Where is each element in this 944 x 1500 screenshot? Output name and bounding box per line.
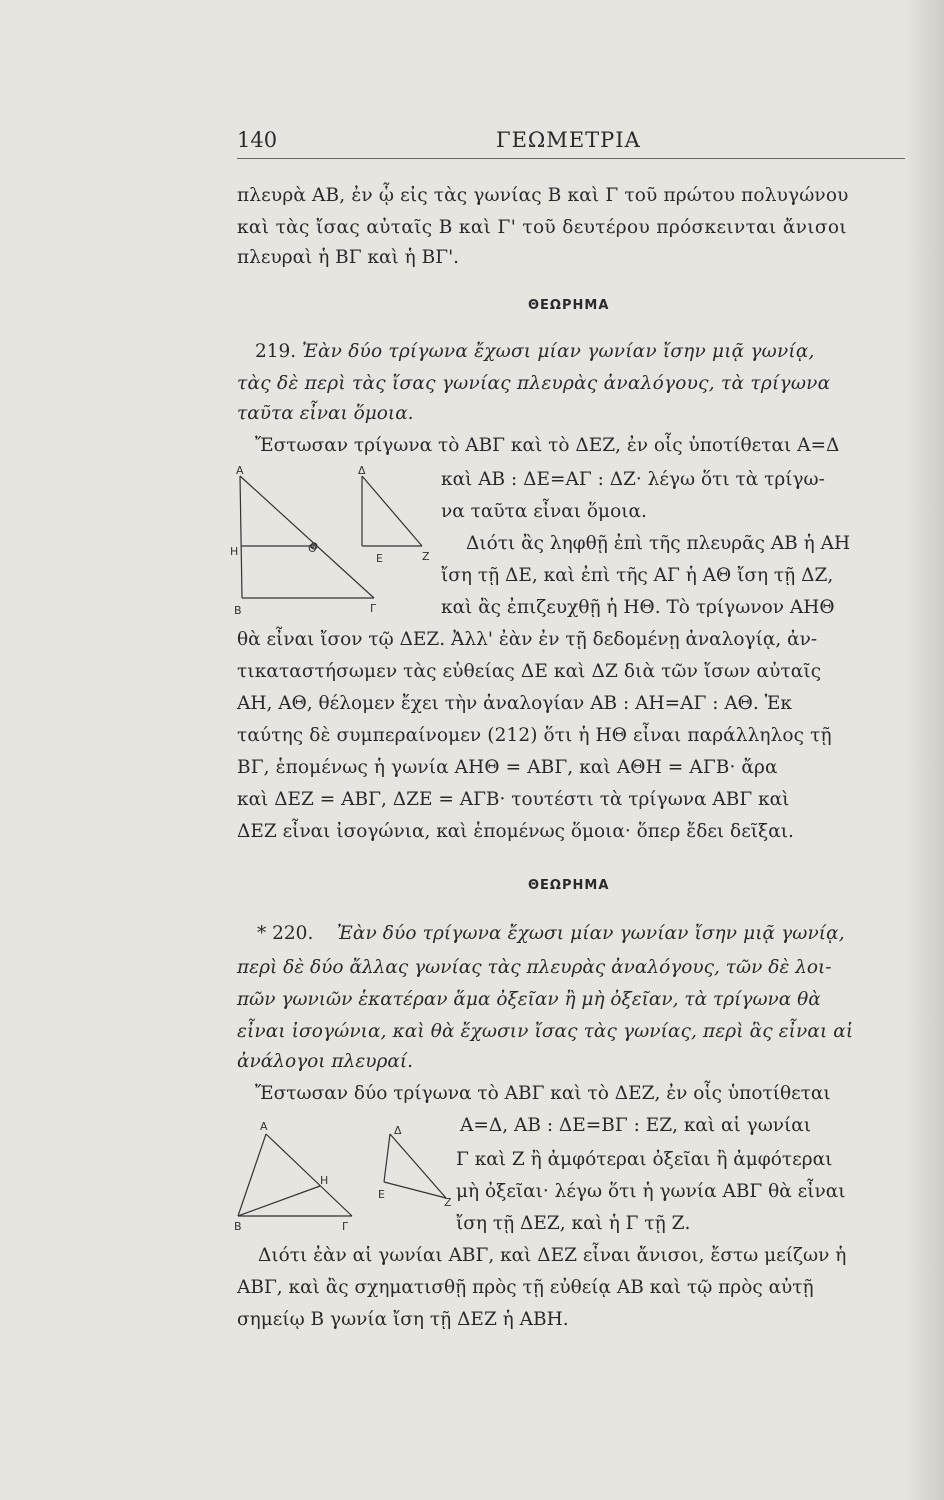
proof-line-4: μὴ ὀξεῖαι· λέγω ὅτι ἡ γωνία ΑΒΓ θὰ εἶναι <box>456 1181 846 1202</box>
label-z: Ζ <box>444 1196 452 1209</box>
theorem-statement-line-2: τὰς δὲ περὶ τὰς ἴσας γωνίας πλευρὰς ἀναλόγους, τὰ τρίγωνα <box>237 373 831 394</box>
segment-dz <box>362 476 422 546</box>
label-b: Β <box>234 1220 242 1233</box>
proof-line-2: καὶ ΑΒ : ΔΕ=ΑΓ : ΔΖ· λέγω ὅτι τὰ τρίγω- <box>441 469 825 490</box>
label-theta: Θ <box>308 542 317 555</box>
proof-line-3: να ταῦτα εἶναι ὅμοια. <box>441 501 647 522</box>
theorem-statement-line-4: εἶναι ἰσογώνια, καὶ θὰ ἔχωσιν ἴσας τὰς γωνίας, περὶ ἃς εἶναι αἱ <box>237 1021 854 1042</box>
theorem-number: 219. <box>255 341 297 362</box>
header-rule <box>237 158 905 159</box>
proof-line-9: ΑΗ, ΑΘ, θέλομεν ἔχει τὴν ἀναλογίαν ΑΒ : ΑΗ=ΑΓ : ΑΘ. Ἐκ <box>237 693 792 714</box>
theorem-statement-line-3: πῶν γωνιῶν ἑκατέραν ἅμα ὀξεῖαν ἢ μὴ ὀξεῖαν, τὰ τρίγωνα θὰ <box>237 989 821 1010</box>
label-e: Ε <box>378 1188 385 1201</box>
proof-line-8: σημείῳ Β γωνία ἴση τῇ ΔΕΖ ἡ ΑΒΗ. <box>237 1309 569 1330</box>
label-g: Γ <box>370 602 377 615</box>
segment-ez <box>384 1182 446 1198</box>
intro-line-3: πλευραὶ ἡ ΒΓ καὶ ἡ ΒΓ'. <box>237 247 460 268</box>
proof-line-5: ἴση τῇ ΔΕ, καὶ ἐπὶ τῆς ΑΓ ἡ ΑΘ ἴση τῇ ΔΖ, <box>441 565 834 586</box>
proof-line-13: ΔΕΖ εἶναι ἰσογώνια, καὶ ἑπομένως ὅμοια· ὅπερ ἔδει δεῖξαι. <box>237 821 794 842</box>
proof-line-10: ταύτης δὲ συμπεραίνομεν (212) ὅτι ἡ ΗΘ εἶναι παράλληλος τῇ <box>237 725 832 746</box>
segment-ag <box>266 1134 352 1216</box>
running-title: ΓΕΩΜΕΤΡΙΑ <box>496 128 641 152</box>
proof-line-5: ἴση τῇ ΔΕΖ, καὶ ἡ Γ τῇ Ζ. <box>456 1213 691 1234</box>
proof-line-11: ΒΓ, ἑπομένως ἡ γωνία ΑΗΘ = ΑΒΓ, καὶ ΑΘΗ = ΑΓΒ· ἄρα <box>237 757 778 778</box>
proof-line-7: ΑΒΓ, καὶ ἂς σχηματισθῇ πρὸς τῇ εὐθείᾳ ΑΒ καὶ τῷ πρὸς αὐτῇ <box>237 1277 814 1298</box>
theorem-heading: ΘΕΩΡΗΜΑ <box>528 878 610 893</box>
intro-line-1: πλευρὰ ΑΒ, ἐν ᾧ εἰς τὰς γωνίας Β καὶ Γ τοῦ πρώτου πολυγώνου <box>237 185 849 206</box>
theorem-statement-line-3: ταῦτα εἶναι ὅμοια. <box>237 403 414 424</box>
figure-219 <box>230 462 434 622</box>
label-a: Α <box>236 464 244 477</box>
segment-ag <box>240 476 374 598</box>
proof-line-12: καὶ ΔΕΖ = ΑΒΓ, ΔΖΕ = ΑΓΒ· τουτέστι τὰ τρίγωνα ΑΒΓ καὶ <box>237 789 790 810</box>
label-d: Δ <box>394 1124 402 1137</box>
label-d: Δ <box>358 464 366 477</box>
theorem-statement-line-1: Ἐὰν δύο τρίγωνα ἔχωσι μίαν γωνίαν ἴσην μιᾷ γωνίᾳ, <box>302 341 815 362</box>
intro-line-2: καὶ τὰς ἴσας αὐταῖς Β καὶ Γ' τοῦ δευτέρου πρόσκεινται ἄνισοι <box>237 217 847 238</box>
theorem-statement-line-5: ἀνάλογοι πλευραί. <box>237 1051 413 1072</box>
label-b: Β <box>234 604 242 617</box>
segment-dz <box>390 1134 446 1198</box>
theorem-statement-line-2: περὶ δὲ δύο ἄλλας γωνίας τὰς πλευρὰς ἀναλόγους, τῶν δὲ λοι- <box>237 957 832 978</box>
page-spine-shadow <box>904 0 944 1500</box>
proof-line-6: καὶ ἂς ἐπιζευχθῇ ἡ ΗΘ. Τὸ τρίγωνον ΑΗΘ <box>441 597 835 618</box>
label-a: Α <box>260 1120 268 1133</box>
segment-ab <box>240 476 242 598</box>
label-h: Η <box>320 1174 329 1187</box>
label-e: Ε <box>376 552 383 565</box>
proof-line-7: θὰ εἶναι ἴσον τῷ ΔΕΖ. Ἀλλ' ἐὰν ἐν τῇ δεδομένῃ ἀναλογίᾳ, ἀν- <box>237 629 818 650</box>
proof-line-4: Διότι ἂς ληφθῇ ἐπὶ τῆς πλευρᾶς ΑΒ ἡ ΑΗ <box>466 533 851 554</box>
label-z: Ζ <box>422 550 430 563</box>
theorem-number: * 220. <box>257 923 314 944</box>
proof-line-3: Γ καὶ Ζ ἢ ἀμφότεραι ὀξεῖαι ἢ ἀμφότεραι <box>456 1149 833 1170</box>
proof-line-8: τικαταστήσωμεν τὰς εὐθείας ΔΕ καὶ ΔΖ διὰ τῶν ἴσων αὐταῖς <box>237 661 822 682</box>
segment-bh <box>238 1186 320 1216</box>
segment-de <box>384 1134 390 1182</box>
proof-line-2: Α=Δ, ΑΒ : ΔΕ=ΒΓ : ΕΖ, καὶ αἱ γωνίαι <box>460 1115 812 1136</box>
label-g: Γ <box>342 1220 349 1233</box>
theorem-statement-line-1: Ἐὰν δύο τρίγωνα ἔχωσι μίαν γωνίαν ἴσην μιᾷ γωνίᾳ, <box>337 923 845 944</box>
label-h: Η <box>230 545 239 558</box>
page-number: 140 <box>237 128 278 152</box>
proof-line-1: Ἔστωσαν τρίγωνα τὸ ΑΒΓ καὶ τὸ ΔΕΖ, ἐν οἷς ὑποτίθεται Α=Δ <box>255 435 840 456</box>
proof-line-6: Διότι ἐὰν αἱ γωνίαι ΑΒΓ, καὶ ΔΕΖ εἶναι ἄνισοι, ἔστω μείζων ἡ <box>258 1245 847 1266</box>
segment-ab <box>238 1134 266 1216</box>
proof-line-1: Ἔστωσαν δύο τρίγωνα τὸ ΑΒΓ καὶ τὸ ΔΕΖ, ἐν οἷς ὑποτίθεται <box>255 1083 831 1104</box>
theorem-heading: ΘΕΩΡΗΜΑ <box>528 298 610 313</box>
figure-220 <box>232 1118 456 1238</box>
